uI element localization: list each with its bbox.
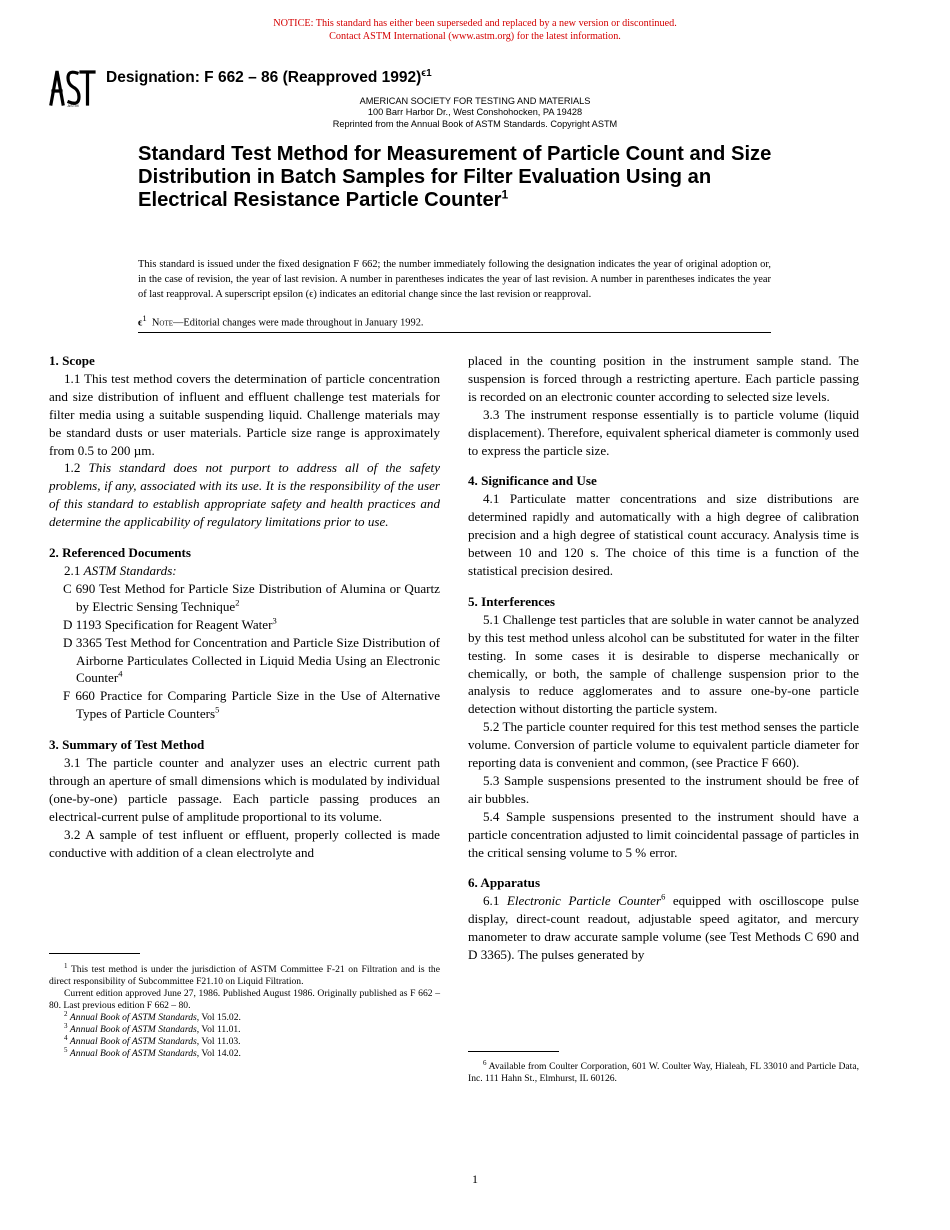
title-text: Standard Test Method for Measurement of Particle Count and Size Distribution in Batch Samples for Filter Evaluation Using an Electrical Resistance Particle Counter bbox=[138, 143, 772, 211]
logo-text: ASTM bbox=[67, 103, 79, 108]
ref-c690 bbox=[49, 580, 440, 616]
designation-text: Designation: F 662 – 86 (Reapproved 1992) bbox=[106, 69, 422, 87]
para-6-1-text: equipped with oscilloscope pulse display, direct-count readout, adjustable speed agitator, and mercury manometer to draw accurate sample volume (see Test Methods C 690 and D 3365). The pulses generated by bbox=[468, 893, 859, 963]
footnote-6 bbox=[468, 1058, 860, 1085]
para-5-3: 5.3 Sample suspensions presented to the instrument should be free of air bubbles. bbox=[468, 772, 859, 806]
footnote-5-italic: Annual Book of ASTM Standards bbox=[69, 1048, 197, 1059]
footnote-2-text: , Vol 15.02. bbox=[196, 1012, 241, 1023]
designation bbox=[106, 68, 432, 87]
section-2-heading: 2. Referenced Documents bbox=[49, 545, 191, 561]
para-3-3: 3.3 The instrument response essentially is to particle volume (liquid displacement). Therefore, equivalent spherical diameter is commonly used to express the particle size. bbox=[468, 406, 859, 458]
note-label: Note bbox=[151, 317, 174, 329]
footnote-right bbox=[468, 1058, 860, 1085]
footnote-3-text: , Vol 11.01. bbox=[196, 1024, 241, 1035]
page-number: 1 bbox=[472, 1172, 478, 1186]
section-6-heading: 6. Apparatus bbox=[468, 875, 541, 891]
left-column bbox=[49, 352, 440, 861]
para-3-2-start: 3.2 A sample of test influent or effluent, properly collected is made conductive with addition of a clean electrolyte and bbox=[49, 826, 440, 860]
ref-f660-text: F 660 Practice for Comparing Particle Size in the Use of Alternative Types of Particle Counters bbox=[63, 688, 440, 722]
notice-line-2: Contact ASTM International (www.astm.org) for the latest information. bbox=[329, 30, 621, 42]
footnotes-left bbox=[49, 961, 440, 1060]
footnote-2-italic: Annual Book of ASTM Standards bbox=[69, 1012, 197, 1023]
footnote-5-sup: 5 bbox=[64, 1045, 68, 1054]
para-2-1 bbox=[49, 562, 440, 580]
footnote-4-text: , Vol 11.03. bbox=[196, 1036, 241, 1047]
footnote-1-sup: 1 bbox=[64, 961, 68, 970]
footnote-4-italic: Annual Book of ASTM Standards bbox=[69, 1036, 197, 1047]
para-4-1: 4.1 Particulate matter concentrations and size distributions are determined rapidly and automatically with a high degree of calibration precision and a high degree of statistical count accuracy. Analysis time is between 10 and 120 s. The choice of this time is a function of the statistical precision desired. bbox=[468, 491, 859, 578]
footnote-2-sup: 2 bbox=[64, 1009, 68, 1018]
para-1-2-text: This standard does not purport to address all of the safety problems, if any, associated with its use. It is the responsibility of the user of this standard to establish appropriate safety and health practices and determine the applicability of regulatory limitations prior to use. bbox=[49, 460, 441, 530]
section-1-heading: 1. Scope bbox=[49, 353, 95, 368]
section-5-heading: 5. Interferences bbox=[468, 593, 556, 609]
issued-statement: This standard is issued under the fixed designation F 662; the number immediately following the designation indicates the year of original adoption or, in the case of revision, the year of last revision. A number in parentheses indicates the year of last revision. A number in parentheses indicates the year of last reapproval. A superscript epsilon (ϵ) indicates an editorial change since the last revision or reapproval. bbox=[138, 259, 771, 301]
para-1-2-num: 1.2 bbox=[64, 460, 81, 476]
society-block bbox=[300, 96, 650, 130]
para-5-4: 5.4 Sample suspensions presented to the instrument should have a particle concentration adjusted to limit coincidental passage of particles in the critical sensing volume to 5 % error. bbox=[468, 808, 859, 860]
society-name: AMERICAN SOCIETY FOR TESTING AND MATERIALS bbox=[359, 96, 591, 106]
para-6-1-italic: Electronic Particle Counter bbox=[506, 893, 662, 909]
para-1-1: 1.1 This test method covers the determination of particle concentration and size distribution of influent and effluent challenge test materials for filter media using a suitable suspending liquid. Challenge materials may be standard dusts or user materials. Particle size range is approximately from 0.5 to 200 µm. bbox=[49, 370, 440, 458]
para-3-1: 3.1 The particle counter and analyzer uses an electric current path through an aperture of small dimensions which is modulated by individual (one-by-one) particle passage. Each particle passing produces an electrical-current pulse of amplitude proportional to its volume. bbox=[49, 755, 440, 824]
notice-line-1: NOTICE: This standard has either been superseded and replaced by a new version or discontinued. bbox=[273, 18, 677, 29]
ref-d1193-text: D 1193 Specification for Reagent Water bbox=[63, 616, 273, 632]
ref-d3365-sup: 4 bbox=[118, 669, 123, 680]
astm-logo bbox=[48, 66, 98, 108]
footnote-1-text: This test method is under the jurisdiction of ASTM Committee F-21 on Filtration and is the direct responsibility of Subcommittee F21.10 on Liquid Filtration. bbox=[49, 964, 440, 987]
footnote-3 bbox=[49, 1021, 440, 1036]
footnote-1-cont: Current edition approved June 27, 1986. Published August 1986. Originally published as F 662 – 80. Last previous edition F 662 – 80. bbox=[49, 988, 440, 1011]
footnote-5-text: , Vol 14.02. bbox=[196, 1048, 241, 1059]
footnote-3-italic: Annual Book of ASTM Standards bbox=[69, 1024, 197, 1035]
para-6-1-num: 6.1 bbox=[483, 893, 500, 909]
footnote-rule-right bbox=[468, 1051, 559, 1052]
note-epsilon: ϵ bbox=[138, 317, 143, 329]
para-5-1: 5.1 Challenge test particles that are soluble in water cannot be analyzed by this test method unless alcohol can be substituted for water in the filter testing. In some cases it is desirable to disperse mechanically or chemically, or both, the sample of challenge suspension prior to the analysis to reduce agglomerates and to assure one-by-one particle detection without distorting the particle system. bbox=[468, 611, 859, 717]
footnote-2 bbox=[49, 1009, 440, 1024]
footnote-4-sup: 4 bbox=[64, 1033, 68, 1042]
para-2-1-text: ASTM Standards: bbox=[83, 562, 177, 578]
footnote-4 bbox=[49, 1033, 440, 1048]
editorial-note bbox=[138, 311, 771, 333]
society-address: 100 Barr Harbor Dr., West Conshohocken, PA 19428 bbox=[367, 107, 583, 118]
designation-epsilon: ϵ1 bbox=[421, 68, 432, 79]
ref-f660 bbox=[49, 687, 440, 723]
para-1-2 bbox=[49, 459, 440, 531]
footnote-rule-left bbox=[49, 953, 140, 954]
footnote-5 bbox=[49, 1045, 440, 1060]
ref-c690-sup: 2 bbox=[235, 597, 240, 608]
ref-d1193 bbox=[49, 616, 440, 634]
right-column bbox=[468, 352, 859, 964]
supersede-notice bbox=[0, 18, 950, 43]
society-reprint: Reprinted from the Annual Book of ASTM Standards. Copyright ASTM bbox=[332, 118, 618, 129]
footnote-6-text: Available from Coulter Corporation, 601 W. Coulter Way, Hialeah, FL 33010 and Particle Data, Inc. 111 Hahn St., Elmhurst, IL 60126. bbox=[468, 1061, 860, 1084]
title-footnote-ref: 1 bbox=[501, 187, 509, 202]
note-text: —Editorial changes were made throughout in January 1992. bbox=[173, 317, 424, 329]
ref-f660-sup: 5 bbox=[215, 704, 220, 715]
ref-d3365 bbox=[49, 634, 440, 688]
para-5-2: 5.2 The particle counter required for this test method senses the particle volume. Conversion of particle volume to equivalent particle diameter for reporting data is convenient and common, (see Practice F 660). bbox=[468, 719, 859, 771]
para-6-1 bbox=[468, 892, 859, 964]
para-6-1-sup: 6 bbox=[661, 892, 666, 903]
footnote-6-sup: 6 bbox=[483, 1058, 487, 1067]
ref-d1193-sup: 3 bbox=[272, 615, 277, 626]
section-4-heading: 4. Significance and Use bbox=[468, 473, 597, 489]
note-epsilon-sup: 1 bbox=[142, 313, 147, 323]
ref-c690-text: C 690 Test Method for Particle Size Distribution of Alumina or Quartz by Electric Sensing Technique bbox=[63, 580, 440, 614]
footnote-1 bbox=[49, 961, 440, 988]
section-3-heading: 3. Summary of Test Method bbox=[49, 737, 205, 753]
para-2-1-num: 2.1 bbox=[64, 562, 81, 578]
footnote-3-sup: 3 bbox=[64, 1021, 68, 1030]
para-3-2-cont: placed in the counting position in the instrument sample stand. The suspension is forced through a restricting aperture. Each particle passing is recorded on an electronic counter according to selected size levels. bbox=[468, 353, 859, 404]
document-title bbox=[138, 143, 778, 212]
ref-d3365-text: D 3365 Test Method for Concentration and Particle Size Distribution of Airborne Particulates Collected in Liquid Media Using an Electronic Counter bbox=[63, 634, 440, 686]
